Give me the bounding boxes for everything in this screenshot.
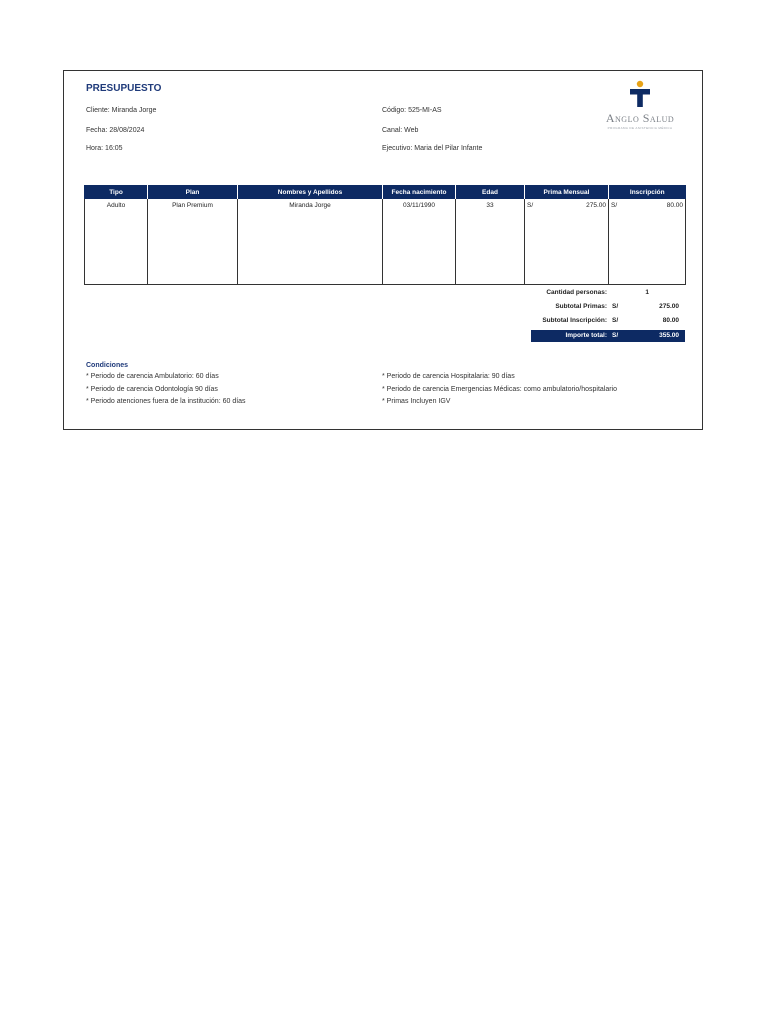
inscripcion-value: 80.00 <box>666 202 683 209</box>
cell-fecha-nacimiento: 03/11/1990 <box>383 199 456 285</box>
header-edad: Edad <box>456 185 525 199</box>
subtotal-primas-value: 275.00 <box>659 303 679 310</box>
subtotal-inscripcion-currency: S/ <box>612 317 619 324</box>
logo-tagline: PROGRAMA DE ASISTENCIA MÉDICA <box>607 126 673 130</box>
time-info: Hora: 16:05 <box>86 145 123 152</box>
subtotal-primas-currency: S/ <box>612 303 619 310</box>
subtotal-inscripcion-label: Subtotal Inscripción: <box>542 317 607 324</box>
table-row <box>85 199 686 285</box>
cantidad-label: Cantidad personas: <box>546 289 607 296</box>
header-prima-mensual: Prima Mensual <box>525 185 609 199</box>
cell-plan: Plan Premium <box>148 199 238 285</box>
quote-sheet <box>63 70 703 430</box>
header-tipo: Tipo <box>85 185 148 199</box>
condition-item: * Periodo de carencia Hospitalaria: 90 días <box>382 373 515 380</box>
document-title: PRESUPUESTO <box>86 83 162 94</box>
subtotal-primas-row <box>504 301 685 313</box>
cell-tipo: Adulto <box>85 199 148 285</box>
cell-nombres: Miranda Jorge <box>238 199 383 285</box>
importe-total-value: 355.00 <box>659 332 679 339</box>
prima-currency: S/ <box>527 202 534 209</box>
condition-item: * Primas Incluyen IGV <box>382 398 451 405</box>
executive-info: Ejecutivo: Maria del Pilar Infante <box>382 145 483 152</box>
header-nombres: Nombres y Apellidos <box>238 185 383 199</box>
importe-total-row <box>531 330 685 342</box>
inscripcion-currency: S/ <box>611 202 618 209</box>
conditions-title: Condiciones <box>86 362 129 369</box>
date-info: Fecha: 28/08/2024 <box>86 127 145 134</box>
prima-value: 275.00 <box>586 202 606 209</box>
cantidad-value: 1 <box>645 289 649 296</box>
code-info: Código: 525-MI-AS <box>382 107 442 114</box>
condition-item: * Periodo de carencia Odontología 90 días <box>86 386 218 393</box>
anglo-salud-cross-icon <box>594 79 686 111</box>
header-fecha-nacimiento: Fecha nacimiento <box>383 185 456 199</box>
condition-item: * Periodo de carencia Ambulatorio: 60 días <box>86 373 219 380</box>
subtotal-primas-label: Subtotal Primas: <box>555 303 607 310</box>
header-plan: Plan <box>148 185 238 199</box>
subtotal-inscripcion-row <box>504 315 685 327</box>
cell-prima <box>525 199 609 285</box>
cell-edad: 33 <box>456 199 525 285</box>
quote-table <box>84 185 686 285</box>
table-header-row <box>85 185 686 199</box>
cantidad-row <box>504 287 685 299</box>
importe-total-label: Importe total: <box>565 332 607 339</box>
subtotal-inscripcion-value: 80.00 <box>662 317 679 324</box>
header-inscripcion: Inscripción <box>609 185 686 199</box>
client-info: Cliente: Miranda Jorge <box>86 107 157 114</box>
importe-total-currency: S/ <box>612 332 619 339</box>
condition-item: * Periodo atenciones fuera de la institución: 60 días <box>86 398 246 405</box>
condition-item: * Periodo de carencia Emergencias Médicas: como ambulatorio/hospitalario <box>382 386 618 393</box>
anglo-salud-logo <box>594 79 686 131</box>
logo-name: Anglo Salud <box>605 111 675 125</box>
channel-info: Canal: Web <box>382 127 419 134</box>
cell-inscripcion <box>609 199 686 285</box>
